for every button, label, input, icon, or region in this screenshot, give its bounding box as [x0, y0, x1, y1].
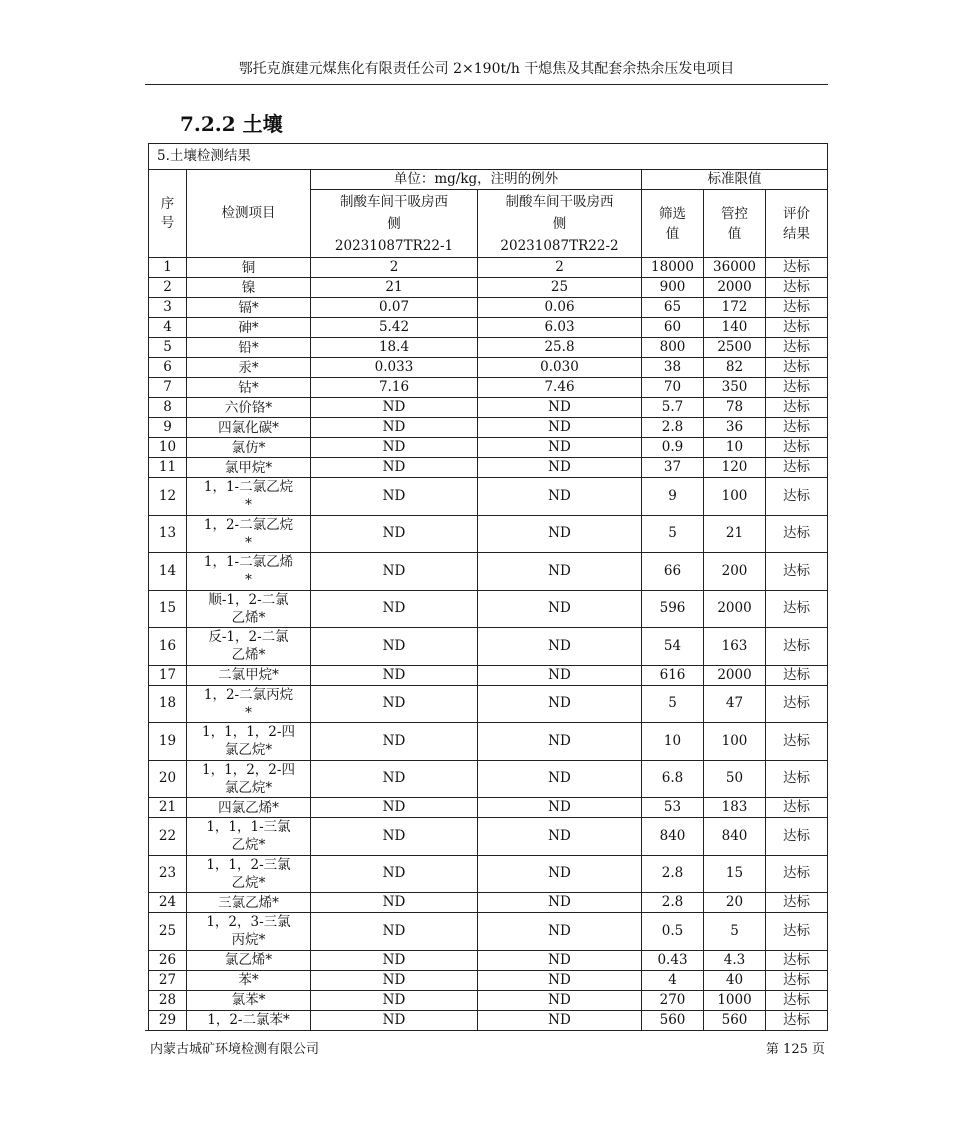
row-evaluation: 达标: [766, 818, 828, 856]
row-sample-1: 21: [311, 278, 478, 298]
row-sample-2: ND: [478, 950, 642, 970]
row-sample-2: ND: [478, 478, 642, 516]
row-number: 3: [149, 298, 187, 318]
row-evaluation: 达标: [766, 378, 828, 398]
row-number: 14: [149, 553, 187, 591]
row-screening: 10: [642, 723, 704, 761]
row-number: 9: [149, 418, 187, 438]
row-number: 22: [149, 818, 187, 856]
row-sample-1: ND: [311, 990, 478, 1010]
row-number: 6: [149, 358, 187, 378]
row-item: 钴*: [187, 378, 311, 398]
row-item: 汞*: [187, 358, 311, 378]
row-sample-1: ND: [311, 723, 478, 761]
table-row: [149, 278, 828, 298]
row-item: 四氯化碳*: [187, 418, 311, 438]
row-evaluation: 达标: [766, 723, 828, 761]
row-sample-2: ND: [478, 1010, 642, 1030]
row-screening: 37: [642, 458, 704, 478]
row-number: 28: [149, 990, 187, 1010]
row-screening: 0.43: [642, 950, 704, 970]
row-evaluation: 达标: [766, 893, 828, 913]
row-screening: 53: [642, 798, 704, 818]
row-sample-2: ND: [478, 685, 642, 723]
footer-page-number: 第 125 页: [765, 1042, 825, 1057]
row-sample-1: ND: [311, 798, 478, 818]
row-screening: 616: [642, 665, 704, 685]
row-item: 反-1，2-二氯 乙烯*: [187, 628, 311, 666]
row-control: 183: [704, 798, 766, 818]
row-evaluation: 达标: [766, 398, 828, 418]
table-row: [149, 990, 828, 1010]
row-sample-2: ND: [478, 628, 642, 666]
row-item: 二氯甲烷*: [187, 665, 311, 685]
row-item: 顺-1，2-二氯 乙烯*: [187, 590, 311, 628]
table-row: [149, 760, 828, 798]
row-control: 15: [704, 855, 766, 893]
row-evaluation: 达标: [766, 760, 828, 798]
table-row: [149, 818, 828, 856]
row-item: 1，1，1，2-四 氯乙烷*: [187, 723, 311, 761]
row-screening: 9: [642, 478, 704, 516]
row-sample-2: ND: [478, 665, 642, 685]
row-screening: 70: [642, 378, 704, 398]
row-sample-1: ND: [311, 418, 478, 438]
row-item: 氯仿*: [187, 438, 311, 458]
row-screening: 38: [642, 358, 704, 378]
row-sample-2: ND: [478, 990, 642, 1010]
row-item: 1，1，1-三氯 乙烷*: [187, 818, 311, 856]
sample-2-location: 制酸车间干吸房西 侧: [505, 193, 614, 232]
header-divider: [145, 84, 828, 85]
row-item: 1，2-二氯苯*: [187, 1010, 311, 1030]
table-row: [149, 590, 828, 628]
row-number: 20: [149, 760, 187, 798]
row-item: 1，1，2，2-四 氯乙烷*: [187, 760, 311, 798]
row-sample-1: ND: [311, 553, 478, 591]
col-header-no: 序 号: [149, 170, 187, 258]
row-control: 163: [704, 628, 766, 666]
table-body: [149, 258, 828, 1031]
row-control: 350: [704, 378, 766, 398]
row-screening: 5.7: [642, 398, 704, 418]
row-evaluation: 达标: [766, 318, 828, 338]
row-control: 10: [704, 438, 766, 458]
row-sample-1: 0.033: [311, 358, 478, 378]
row-sample-1: 2: [311, 258, 478, 278]
row-control: 4.3: [704, 950, 766, 970]
standard-limit-header: 标准限值: [642, 170, 828, 190]
row-screening: 800: [642, 338, 704, 358]
row-control: 120: [704, 458, 766, 478]
row-sample-2: ND: [478, 760, 642, 798]
row-screening: 596: [642, 590, 704, 628]
row-number: 25: [149, 913, 187, 951]
row-number: 17: [149, 665, 187, 685]
row-number: 2: [149, 278, 187, 298]
row-sample-2: ND: [478, 515, 642, 553]
row-control: 1000: [704, 990, 766, 1010]
sample-1-location: 制酸车间干吸房西 侧: [340, 193, 448, 232]
row-control: 47: [704, 685, 766, 723]
row-control: 40: [704, 970, 766, 990]
row-item: 四氯乙烯*: [187, 798, 311, 818]
row-sample-1: ND: [311, 628, 478, 666]
row-screening: 270: [642, 990, 704, 1010]
row-sample-1: ND: [311, 893, 478, 913]
row-number: 19: [149, 723, 187, 761]
row-item: 镍: [187, 278, 311, 298]
row-evaluation: 达标: [766, 258, 828, 278]
row-screening: 54: [642, 628, 704, 666]
row-number: 23: [149, 855, 187, 893]
row-control: 100: [704, 723, 766, 761]
row-item: 砷*: [187, 318, 311, 338]
sample-1-id: 20231087TR22-1: [334, 237, 454, 254]
row-evaluation: 达标: [766, 1010, 828, 1030]
row-sample-2: 25.8: [478, 338, 642, 358]
table-row: [149, 798, 828, 818]
row-control: 2500: [704, 338, 766, 358]
table-row: [149, 628, 828, 666]
table-row: [149, 258, 828, 278]
row-sample-1: ND: [311, 398, 478, 418]
row-sample-1: ND: [311, 590, 478, 628]
sample-2-header: [478, 190, 642, 258]
row-sample-2: 0.06: [478, 298, 642, 318]
row-screening: 60: [642, 318, 704, 338]
row-evaluation: 达标: [766, 990, 828, 1010]
row-evaluation: 达标: [766, 298, 828, 318]
row-screening: 18000: [642, 258, 704, 278]
row-evaluation: 达标: [766, 458, 828, 478]
table-caption: 5.土壤检测结果: [149, 144, 828, 170]
row-number: 26: [149, 950, 187, 970]
row-item: 1，1-二氯乙烷 *: [187, 478, 311, 516]
row-sample-2: ND: [478, 398, 642, 418]
row-control: 50: [704, 760, 766, 798]
sample-2-id: 20231087TR22-2: [500, 237, 619, 254]
row-item: 1，2，3-三氯 丙烷*: [187, 913, 311, 951]
table-row: [149, 950, 828, 970]
row-sample-1: ND: [311, 760, 478, 798]
table-row: [149, 1010, 828, 1030]
footer-divider: [145, 1030, 828, 1031]
row-control: 36000: [704, 258, 766, 278]
table-row: [149, 893, 828, 913]
row-screening: 2.8: [642, 418, 704, 438]
row-screening: 2.8: [642, 893, 704, 913]
row-sample-2: ND: [478, 458, 642, 478]
row-sample-1: 5.42: [311, 318, 478, 338]
table-row: [149, 970, 828, 990]
row-sample-1: ND: [311, 515, 478, 553]
col-header-item: 检测项目: [187, 170, 311, 258]
row-number: 24: [149, 893, 187, 913]
row-screening: 0.9: [642, 438, 704, 458]
row-screening: 6.8: [642, 760, 704, 798]
row-evaluation: 达标: [766, 515, 828, 553]
row-item: 氯甲烷*: [187, 458, 311, 478]
table-row: [149, 855, 828, 893]
row-evaluation: 达标: [766, 338, 828, 358]
row-number: 16: [149, 628, 187, 666]
row-control: 840: [704, 818, 766, 856]
row-screening: 0.5: [642, 913, 704, 951]
row-item: 六价铬*: [187, 398, 311, 418]
row-sample-1: 7.16: [311, 378, 478, 398]
row-item: 苯*: [187, 970, 311, 990]
row-number: 7: [149, 378, 187, 398]
row-evaluation: 达标: [766, 913, 828, 951]
table-row: [149, 665, 828, 685]
row-number: 15: [149, 590, 187, 628]
row-evaluation: 达标: [766, 685, 828, 723]
row-number: 10: [149, 438, 187, 458]
table-row: [149, 553, 828, 591]
table-row: [149, 418, 828, 438]
row-sample-2: 2: [478, 258, 642, 278]
row-evaluation: 达标: [766, 628, 828, 666]
row-control: 2000: [704, 278, 766, 298]
row-evaluation: 达标: [766, 438, 828, 458]
row-screening: 66: [642, 553, 704, 591]
row-item: 铅*: [187, 338, 311, 358]
table-row: [149, 358, 828, 378]
row-number: 1: [149, 258, 187, 278]
table-row: [149, 438, 828, 458]
row-sample-1: ND: [311, 970, 478, 990]
table-row: [149, 723, 828, 761]
row-item: 1，1-二氯乙烯 *: [187, 553, 311, 591]
table-row: [149, 378, 828, 398]
row-item: 1，2-二氯乙烷 *: [187, 515, 311, 553]
row-sample-1: 0.07: [311, 298, 478, 318]
unit-note: 单位：mg/kg，注明的例外: [311, 170, 642, 190]
row-number: 12: [149, 478, 187, 516]
section-title: 7.2.2 土壤: [180, 112, 283, 136]
row-sample-1: ND: [311, 913, 478, 951]
row-item: 1，2-二氯丙烷 *: [187, 685, 311, 723]
row-sample-1: ND: [311, 818, 478, 856]
row-control: 172: [704, 298, 766, 318]
row-sample-1: ND: [311, 1010, 478, 1030]
table-row: [149, 318, 828, 338]
row-sample-2: 7.46: [478, 378, 642, 398]
row-number: 8: [149, 398, 187, 418]
row-sample-2: ND: [478, 590, 642, 628]
soil-results-table: [148, 143, 828, 1031]
row-control: 2000: [704, 665, 766, 685]
row-control: 82: [704, 358, 766, 378]
row-control: 2000: [704, 590, 766, 628]
row-control: 5: [704, 913, 766, 951]
row-number: 13: [149, 515, 187, 553]
row-sample-2: 6.03: [478, 318, 642, 338]
row-screening: 560: [642, 1010, 704, 1030]
row-item: 氯乙烯*: [187, 950, 311, 970]
row-screening: 840: [642, 818, 704, 856]
row-evaluation: 达标: [766, 970, 828, 990]
row-sample-1: ND: [311, 665, 478, 685]
row-sample-2: 25: [478, 278, 642, 298]
row-number: 11: [149, 458, 187, 478]
row-item: 三氯乙烯*: [187, 893, 311, 913]
row-control: 78: [704, 398, 766, 418]
row-sample-1: ND: [311, 855, 478, 893]
table-row: [149, 398, 828, 418]
row-number: 18: [149, 685, 187, 723]
row-sample-1: ND: [311, 458, 478, 478]
row-screening: 2.8: [642, 855, 704, 893]
col-header-screening: 筛选 值: [642, 190, 704, 258]
row-number: 5: [149, 338, 187, 358]
table-row: [149, 298, 828, 318]
row-control: 20: [704, 893, 766, 913]
row-number: 21: [149, 798, 187, 818]
row-sample-2: ND: [478, 913, 642, 951]
sample-1-header: [311, 190, 478, 258]
row-screening: 5: [642, 515, 704, 553]
row-evaluation: 达标: [766, 665, 828, 685]
row-evaluation: 达标: [766, 418, 828, 438]
row-screening: 5: [642, 685, 704, 723]
row-sample-1: ND: [311, 950, 478, 970]
table-row: [149, 338, 828, 358]
table-row: [149, 913, 828, 951]
row-sample-2: ND: [478, 855, 642, 893]
col-header-evaluation: 评价 结果: [766, 190, 828, 258]
row-sample-1: ND: [311, 685, 478, 723]
row-item: 1，1，2-三氯 乙烷*: [187, 855, 311, 893]
row-sample-2: ND: [478, 553, 642, 591]
row-control: 560: [704, 1010, 766, 1030]
row-evaluation: 达标: [766, 553, 828, 591]
row-screening: 4: [642, 970, 704, 990]
row-screening: 900: [642, 278, 704, 298]
row-control: 36: [704, 418, 766, 438]
table-row: [149, 478, 828, 516]
table-row: [149, 458, 828, 478]
row-sample-2: ND: [478, 970, 642, 990]
row-sample-2: ND: [478, 418, 642, 438]
row-sample-1: 18.4: [311, 338, 478, 358]
row-evaluation: 达标: [766, 590, 828, 628]
row-evaluation: 达标: [766, 950, 828, 970]
row-sample-1: ND: [311, 438, 478, 458]
row-evaluation: 达标: [766, 855, 828, 893]
col-header-control: 管控 值: [704, 190, 766, 258]
row-sample-1: ND: [311, 478, 478, 516]
row-number: 29: [149, 1010, 187, 1030]
row-screening: 65: [642, 298, 704, 318]
table-row: [149, 515, 828, 553]
row-control: 140: [704, 318, 766, 338]
row-evaluation: 达标: [766, 358, 828, 378]
row-item: 镉*: [187, 298, 311, 318]
row-number: 4: [149, 318, 187, 338]
row-control: 200: [704, 553, 766, 591]
row-evaluation: 达标: [766, 278, 828, 298]
row-sample-2: ND: [478, 438, 642, 458]
page-header-title: 鄂托克旗建元煤焦化有限责任公司 2×190t/h 干熄焦及其配套余热余压发电项目: [238, 61, 735, 77]
row-control: 100: [704, 478, 766, 516]
row-item: 铜: [187, 258, 311, 278]
row-evaluation: 达标: [766, 798, 828, 818]
row-sample-2: ND: [478, 893, 642, 913]
row-evaluation: 达标: [766, 478, 828, 516]
row-control: 21: [704, 515, 766, 553]
row-sample-2: ND: [478, 798, 642, 818]
row-sample-2: 0.030: [478, 358, 642, 378]
row-sample-2: ND: [478, 723, 642, 761]
row-sample-2: ND: [478, 818, 642, 856]
row-number: 27: [149, 970, 187, 990]
row-item: 氯苯*: [187, 990, 311, 1010]
table-row: [149, 685, 828, 723]
footer-company: 内蒙古城矿环境检测有限公司: [150, 1042, 320, 1057]
